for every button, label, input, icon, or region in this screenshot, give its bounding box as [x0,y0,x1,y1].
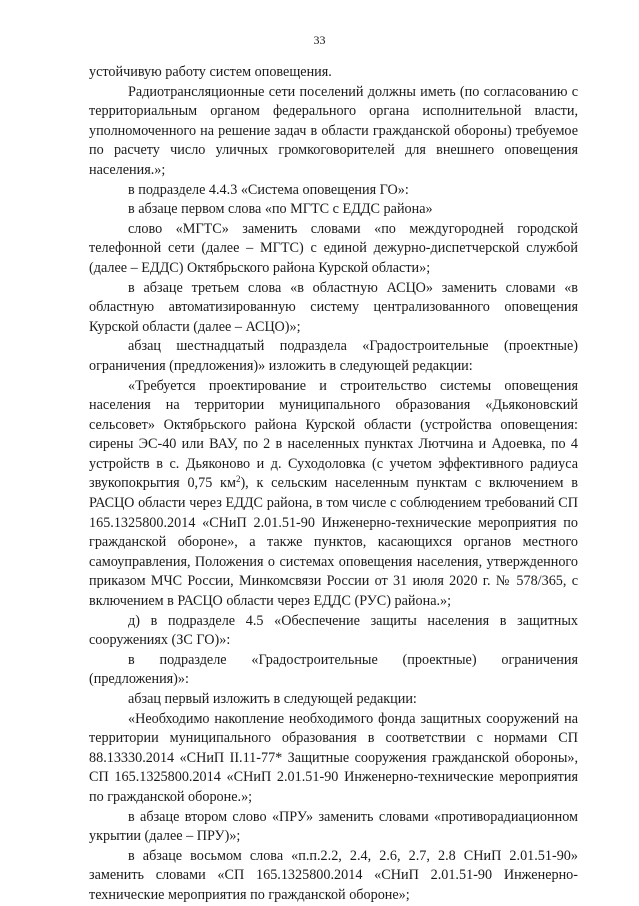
paragraph: устойчивую работу систем оповещения. [89,64,332,80]
paragraph: слово «МГТС» заменить словами «по междугородней городской телефонной сети (далее – МГТС) с единой дежурно-диспетчерской службой (далее – ЕДДС) Октябрьского района Курской области»; [89,220,578,276]
paragraph: абзац шестнадцатый подраздела «Градостроительные (проектные) ограничения (предложения)» изложить в следующей редакции: [89,338,578,374]
paragraph: в подразделе 4.4.3 «Система оповещения ГО»: [128,181,409,198]
paragraph: «Необходимо накопление необходимого фонда защитных сооружений на территории муниципального образования в соответствии с нормами СП 88.13330.2014 «СНиП II.11-77* Защитные сооружения гражданской обороны», СП 165.1325800.2014 «СНиП 2.01.51-90 Инженерно-технические мероприятия по гражданской обороне.»; [89,710,578,805]
paragraph: в абзаце восьмом слова «п.п.2.2, 2.4, 2.6, 2.7, 2.8 СНиП 2.01.51-90» заменить словами «СП 165.1325800.2014 «СНиП 2.01.51-90 Инженерно-технические мероприятия по гражданской обороне»; [89,847,578,903]
paragraph: в абзаце втором слово «ПРУ» заменить словами «противорадиационном укрытии (далее – ПРУ)»; [89,808,578,845]
paragraph [89,377,578,612]
document-body [89,63,578,906]
paragraph: д) в подразделе 4.5 «Обеспечение защиты населения в защитных сооружениях (ЗС ГО)»: [89,612,578,649]
paragraph-text-part: ), к сельским населенным пунктам с включением в РАСЦО области через ЕДДС района, в том числе с соблюдением требований СП 165.1325800.2014 «СНиП 2.01.51-90 Инженерно-технические мероприятия по гражданской обороне», а также пунктов, касающихся органов местного самоуправления, Положения о системах оповещения населения, утвержденного приказом МЧС России, Минкомсвязи России от 31 июля 2020 г. № 578/365, с включением в РАСЦО области через ЕДДС (РУС) района.»; [89,475,578,610]
paragraph: Радиотрансляционные сети поселений должны иметь (по согласованию с территориальным органом федерального органа исполнительной власти, уполномоченного на решение задач в области гражданской обороны) требуемое по расчету число уличных громкоговорителей для внешнего оповещения населения.»; [89,83,578,178]
page-number: 33 [313,33,326,47]
paragraph: в абзаце первом слова «по МГТС с ЕДДС района» [128,201,433,218]
paragraph: в абзаце третьем слова «в областную АСЦО» заменить словами «в областную автоматизированную систему централизованного оповещения Курской области (далее – АСЦО)»; [89,279,578,335]
paragraph: в подразделе «Градостроительные (проектные) ограничения (предложения)»: [89,651,578,688]
paragraph-text-part: «Требуется проектирование и строительство системы оповещения населения на территории муниципального образования «Дьяконовский сельсовет» Октябрьского района Курской области (устройства оповещения: сирены ЭС-40 или ВАУ, по 2 в населенных пунктах Лютчина и Адоевка, по 4 устройств в с. Дьяконово и д. Суходоловка (с учетом эффективного радиуса звукопокрытия 0,75 км [89,377,578,492]
superscript: 2 [235,474,241,485]
paragraph: абзац первый изложить в следующей редакции: [128,691,417,707]
